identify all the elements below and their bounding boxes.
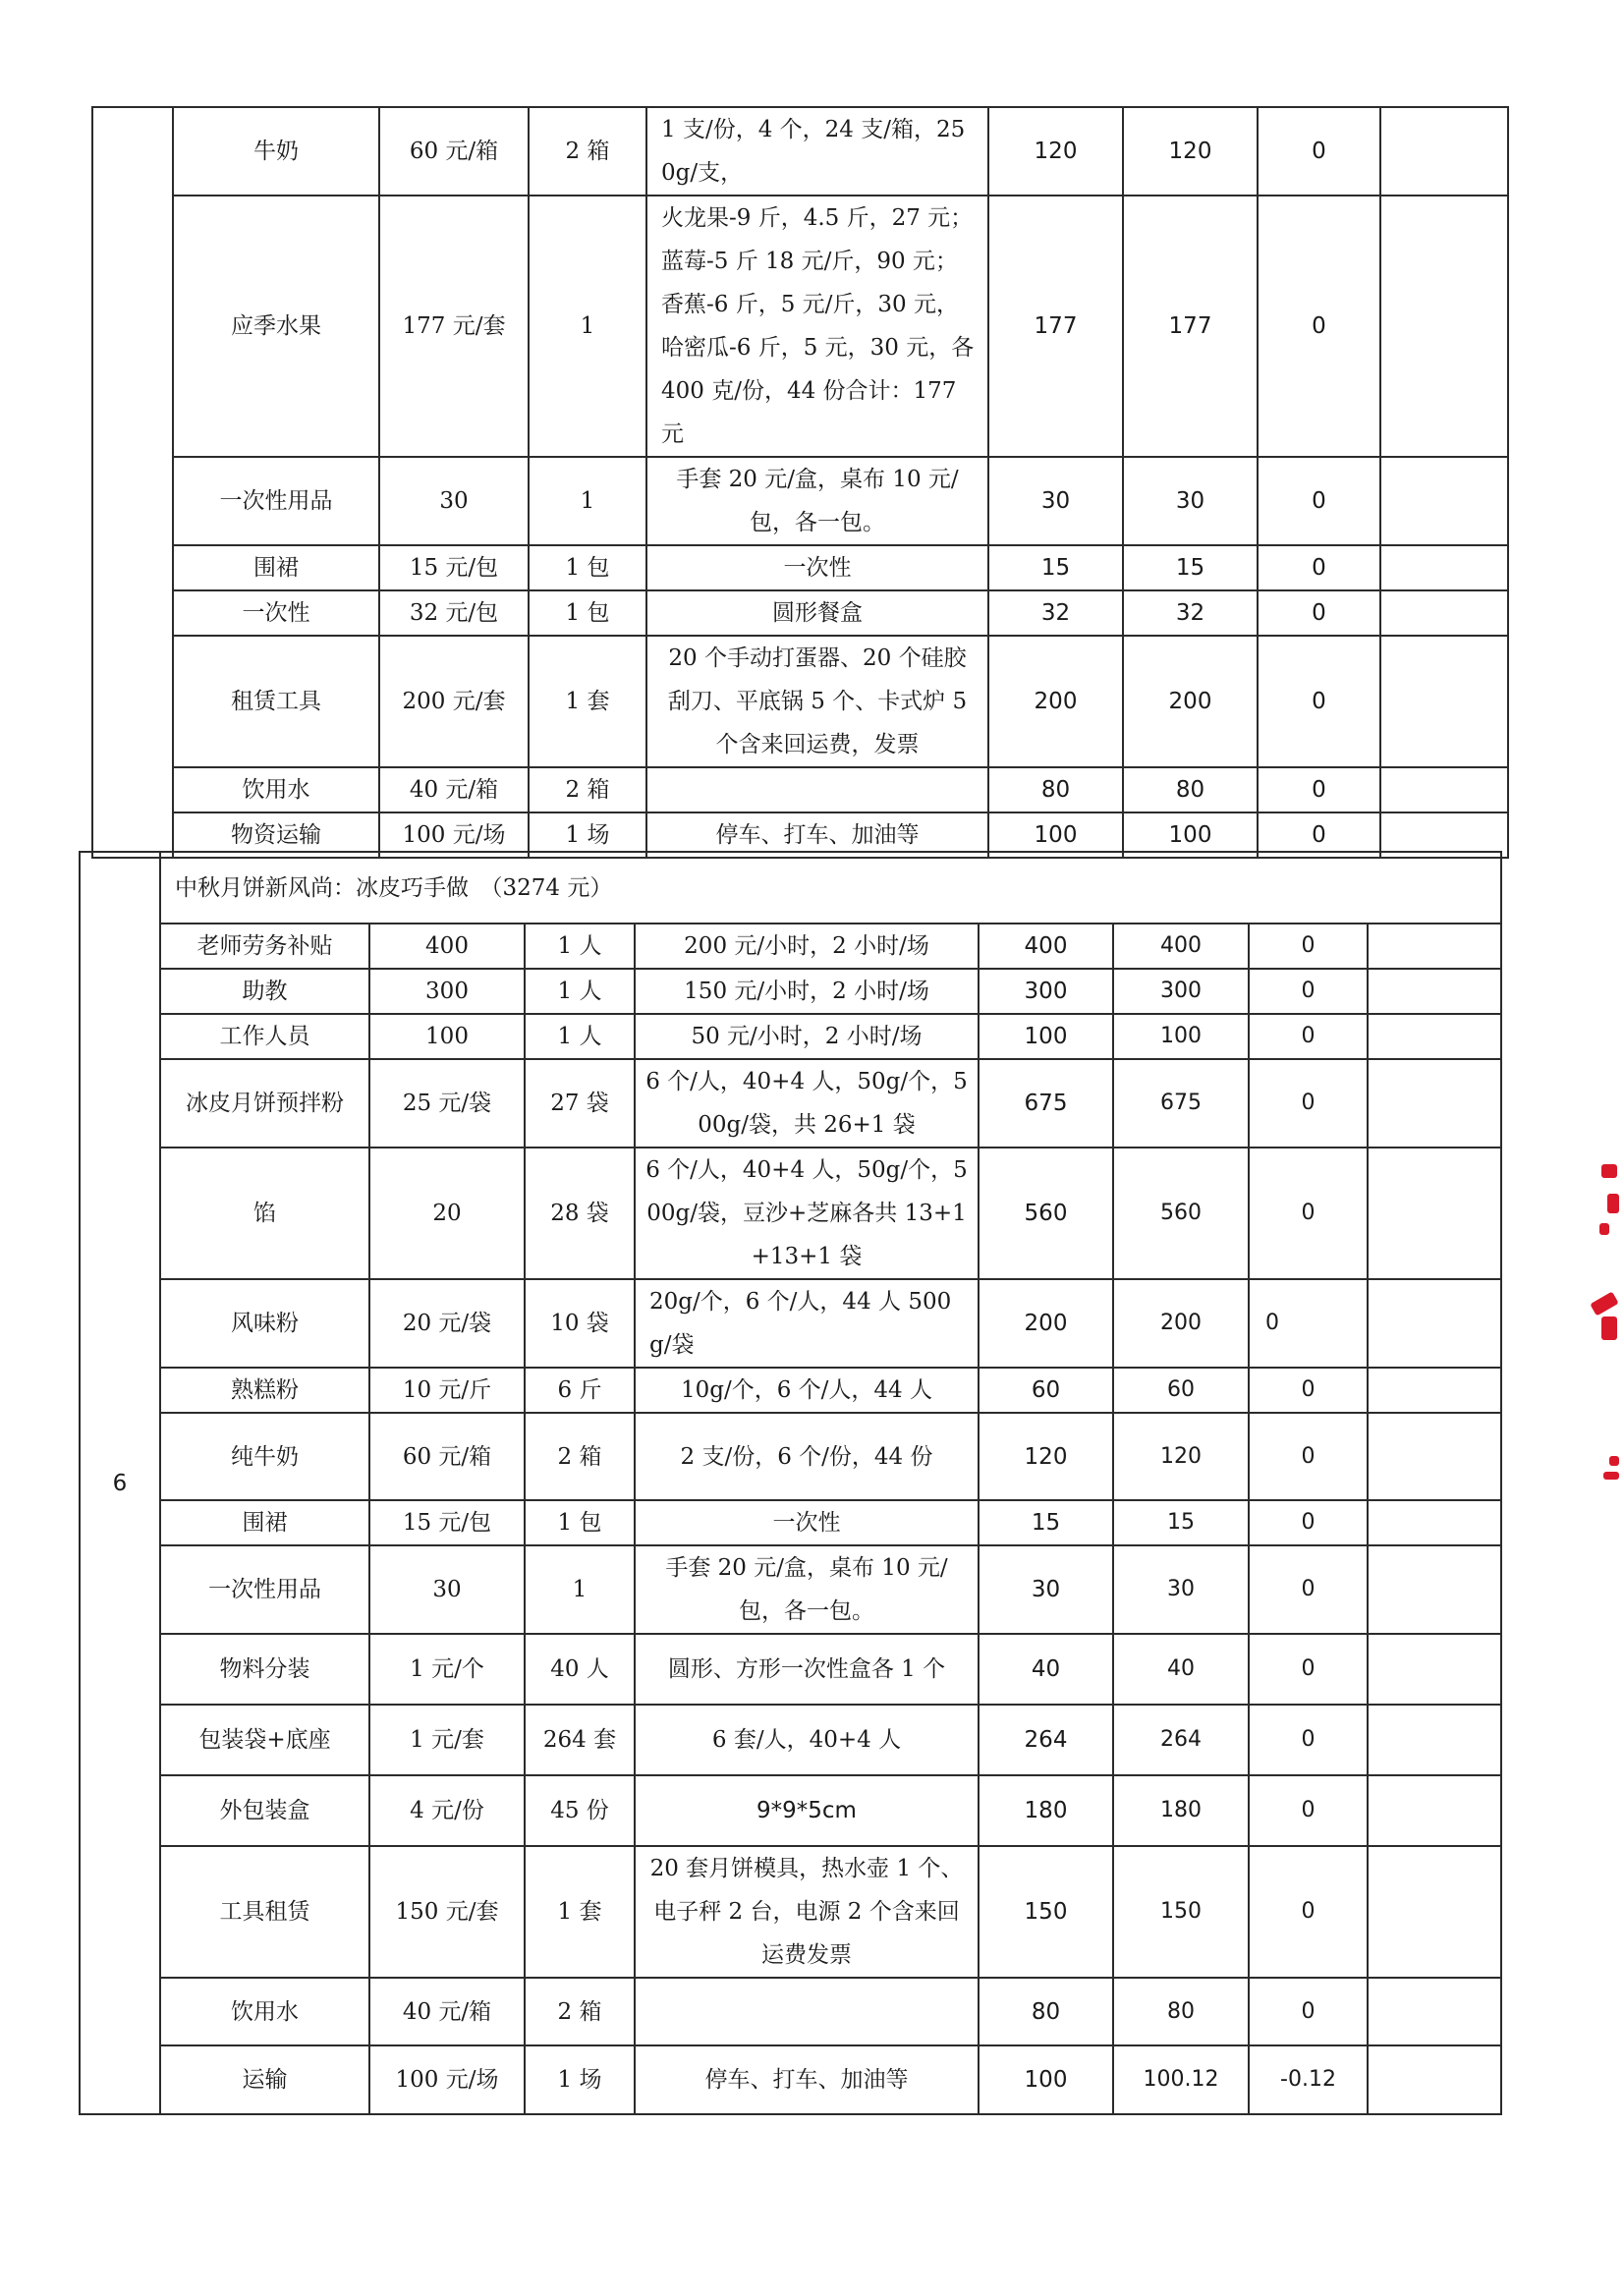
note-cell: 1 支/份，4 个，24 支/箱，250g/支，	[646, 107, 988, 196]
note-cell: 6 套/人，40+4 人	[635, 1705, 979, 1775]
qty-cell: 1	[529, 196, 646, 457]
budget-cell: 15	[979, 1500, 1113, 1545]
actual-cell: 80	[1113, 1978, 1249, 2045]
diff-cell: 0	[1249, 1368, 1368, 1413]
diff-cell: 0	[1249, 1413, 1368, 1500]
item-cell: 工具租赁	[160, 1846, 369, 1978]
diff-cell: 0	[1249, 1634, 1368, 1705]
table-row	[80, 1148, 1501, 1279]
note-cell: 20 套月饼模具，热水壶 1 个、电子秤 2 台，电源 2 个含来回运费发票	[635, 1846, 979, 1978]
actual-cell: 15	[1123, 545, 1258, 590]
qty-cell: 1 包	[525, 1500, 635, 1545]
diff-cell: 0	[1249, 1279, 1368, 1368]
unit-price-cell: 60 元/箱	[369, 1413, 525, 1500]
table-row	[80, 1500, 1501, 1545]
note-cell: 停车、打车、加油等	[635, 2045, 979, 2114]
table-row	[92, 457, 1508, 545]
budget-table-top	[91, 106, 1509, 859]
note-cell: 一次性	[646, 545, 988, 590]
unit-price-cell: 20	[369, 1148, 525, 1279]
item-cell: 租赁工具	[173, 636, 379, 767]
diff-cell: 0	[1258, 590, 1380, 636]
remark-cell	[1368, 1846, 1501, 1978]
budget-cell: 30	[979, 1545, 1113, 1634]
diff-cell: 0	[1249, 1500, 1368, 1545]
budget-cell: 264	[979, 1705, 1113, 1775]
unit-price-cell: 100 元/场	[369, 2045, 525, 2114]
unit-price-cell: 4 元/份	[369, 1775, 525, 1846]
diff-cell: 0	[1258, 545, 1380, 590]
note-cell	[646, 767, 988, 812]
item-cell: 饮用水	[173, 767, 379, 812]
remark-cell	[1368, 1775, 1501, 1846]
table-row	[80, 1014, 1501, 1059]
remark-cell	[1368, 1545, 1501, 1634]
budget-cell: 80	[988, 767, 1123, 812]
qty-cell: 1	[529, 457, 646, 545]
unit-price-cell: 10 元/斤	[369, 1368, 525, 1413]
remark-cell	[1368, 1634, 1501, 1705]
note-cell: 20 个手动打蛋器、20 个硅胶刮刀、平底锅 5 个、卡式炉 5 个含来回运费，发票	[646, 636, 988, 767]
qty-cell: 40 人	[525, 1634, 635, 1705]
budget-cell: 60	[979, 1368, 1113, 1413]
qty-cell: 2 箱	[525, 1413, 635, 1500]
actual-cell: 560	[1113, 1148, 1249, 1279]
item-cell: 工作人员	[160, 1014, 369, 1059]
actual-cell: 264	[1113, 1705, 1249, 1775]
budget-cell: 400	[979, 924, 1113, 969]
unit-price-cell: 15 元/包	[379, 545, 529, 590]
budget-cell: 150	[979, 1846, 1113, 1978]
remark-cell	[1368, 1368, 1501, 1413]
remark-cell	[1380, 767, 1508, 812]
unit-price-cell: 30	[379, 457, 529, 545]
budget-cell: 180	[979, 1775, 1113, 1846]
qty-cell: 1 套	[525, 1846, 635, 1978]
diff-cell: 0	[1249, 1059, 1368, 1148]
qty-cell: 1 人	[525, 969, 635, 1014]
qty-cell: 2 箱	[529, 767, 646, 812]
remark-cell	[1380, 196, 1508, 457]
table-row	[80, 1413, 1501, 1500]
qty-cell: 1 人	[525, 1014, 635, 1059]
seal-mark	[1607, 1194, 1619, 1213]
actual-cell: 675	[1113, 1059, 1249, 1148]
budget-cell: 177	[988, 196, 1123, 457]
diff-cell: 0	[1258, 636, 1380, 767]
actual-cell: 30	[1123, 457, 1258, 545]
table-row	[80, 1978, 1501, 2045]
unit-price-cell: 177 元/套	[379, 196, 529, 457]
budget-cell: 30	[988, 457, 1123, 545]
table-row	[80, 969, 1501, 1014]
table-row	[80, 1705, 1501, 1775]
item-cell: 应季水果	[173, 196, 379, 457]
note-cell: 50 元/小时，2 小时/场	[635, 1014, 979, 1059]
actual-cell: 100	[1123, 812, 1258, 858]
qty-cell: 1 套	[529, 636, 646, 767]
budget-cell: 100	[988, 812, 1123, 858]
actual-cell: 100.12	[1113, 2045, 1249, 2114]
note-cell: 火龙果-9 斤，4.5 斤，27 元；蓝莓-5 斤 18 元/斤，90 元；香蕉-6 斤，5 元/斤，30 元，哈密瓜-6 斤，5 元，30 元，各 400 克/份，44 份合计：177 元	[646, 196, 988, 457]
note-cell: 20g/个，6 个/人，44 人 500g/袋	[635, 1279, 979, 1368]
seal-mark	[1601, 1164, 1617, 1178]
item-cell: 风味粉	[160, 1279, 369, 1368]
item-cell: 包装袋+底座	[160, 1705, 369, 1775]
diff-cell: 0	[1258, 457, 1380, 545]
table-row	[80, 1634, 1501, 1705]
item-cell: 牛奶	[173, 107, 379, 196]
diff-cell: 0	[1249, 1148, 1368, 1279]
unit-price-cell: 32 元/包	[379, 590, 529, 636]
diff-cell: 0	[1258, 196, 1380, 457]
table-row	[80, 1775, 1501, 1846]
actual-cell: 150	[1113, 1846, 1249, 1978]
remark-cell	[1368, 1059, 1501, 1148]
unit-price-cell: 1 元/套	[369, 1705, 525, 1775]
qty-cell: 1 包	[529, 590, 646, 636]
note-cell: 200 元/小时，2 小时/场	[635, 924, 979, 969]
remark-cell	[1380, 590, 1508, 636]
unit-price-cell: 60 元/箱	[379, 107, 529, 196]
budget-cell: 200	[979, 1279, 1113, 1368]
qty-cell: 28 袋	[525, 1148, 635, 1279]
item-cell: 饮用水	[160, 1978, 369, 2045]
diff-cell: 0	[1249, 1846, 1368, 1978]
remark-cell	[1368, 1279, 1501, 1368]
item-cell: 馅	[160, 1148, 369, 1279]
unit-price-cell: 40 元/箱	[379, 767, 529, 812]
seal-mark	[1590, 1291, 1619, 1316]
table-row	[80, 1846, 1501, 1978]
diff-cell: 0	[1249, 1705, 1368, 1775]
table-row	[92, 636, 1508, 767]
table-row	[80, 1059, 1501, 1148]
unit-price-cell: 1 元/个	[369, 1634, 525, 1705]
remark-cell	[1368, 1014, 1501, 1059]
item-cell: 纯牛奶	[160, 1413, 369, 1500]
item-cell: 一次性用品	[160, 1545, 369, 1634]
unit-price-cell: 100	[369, 1014, 525, 1059]
qty-cell: 45 份	[525, 1775, 635, 1846]
note-cell: 9*9*5cm	[635, 1775, 979, 1846]
unit-price-cell: 300	[369, 969, 525, 1014]
table-row	[92, 545, 1508, 590]
actual-cell: 120	[1123, 107, 1258, 196]
budget-cell: 120	[979, 1413, 1113, 1500]
qty-cell: 1 场	[529, 812, 646, 858]
qty-cell: 2 箱	[529, 107, 646, 196]
unit-price-cell: 30	[369, 1545, 525, 1634]
budget-cell: 100	[979, 2045, 1113, 2114]
item-cell: 冰皮月饼预拌粉	[160, 1059, 369, 1148]
note-cell: 6 个/人，40+4 人，50g/个，500g/袋，共 26+1 袋	[635, 1059, 979, 1148]
index-cell	[92, 107, 173, 858]
qty-cell: 1 场	[525, 2045, 635, 2114]
remark-cell	[1368, 1413, 1501, 1500]
budget-cell: 300	[979, 969, 1113, 1014]
item-cell: 围裙	[160, 1500, 369, 1545]
budget-cell: 100	[979, 1014, 1113, 1059]
actual-cell: 100	[1113, 1014, 1249, 1059]
remark-cell	[1368, 1705, 1501, 1775]
item-cell: 外包装盒	[160, 1775, 369, 1846]
diff-cell: 0	[1258, 767, 1380, 812]
diff-cell: 0	[1258, 107, 1380, 196]
item-cell: 物料分装	[160, 1634, 369, 1705]
qty-cell: 1 人	[525, 924, 635, 969]
table-row	[92, 767, 1508, 812]
table-row	[80, 2045, 1501, 2114]
diff-cell: 0	[1249, 1545, 1368, 1634]
remark-cell	[1368, 969, 1501, 1014]
note-cell: 150 元/小时，2 小时/场	[635, 969, 979, 1014]
actual-cell: 180	[1113, 1775, 1249, 1846]
item-cell: 助教	[160, 969, 369, 1014]
qty-cell: 264 套	[525, 1705, 635, 1775]
item-cell: 熟糕粉	[160, 1368, 369, 1413]
seal-mark	[1599, 1223, 1609, 1235]
budget-cell: 15	[988, 545, 1123, 590]
item-cell: 一次性用品	[173, 457, 379, 545]
budget-cell: 32	[988, 590, 1123, 636]
note-cell: 手套 20 元/盒，桌布 10 元/包，各一包。	[646, 457, 988, 545]
diff-cell: 0	[1249, 1978, 1368, 2045]
unit-price-cell: 25 元/袋	[369, 1059, 525, 1148]
table-row	[80, 1279, 1501, 1368]
actual-cell: 30	[1113, 1545, 1249, 1634]
seal-mark	[1601, 1316, 1617, 1340]
budget-table-section-6	[79, 851, 1502, 2115]
note-cell: 2 支/份，6 个/份，44 份	[635, 1413, 979, 1500]
diff-cell: 0	[1249, 969, 1368, 1014]
item-cell: 物资运输	[173, 812, 379, 858]
item-cell: 围裙	[173, 545, 379, 590]
note-cell: 停车、打车、加油等	[646, 812, 988, 858]
actual-cell: 120	[1113, 1413, 1249, 1500]
unit-price-cell: 150 元/套	[369, 1846, 525, 1978]
qty-cell: 2 箱	[525, 1978, 635, 2045]
actual-cell: 15	[1113, 1500, 1249, 1545]
note-cell: 圆形、方形一次性盒各 1 个	[635, 1634, 979, 1705]
qty-cell: 1 包	[529, 545, 646, 590]
item-cell: 运输	[160, 2045, 369, 2114]
actual-cell: 32	[1123, 590, 1258, 636]
remark-cell	[1380, 545, 1508, 590]
budget-cell: 40	[979, 1634, 1113, 1705]
actual-cell: 200	[1113, 1279, 1249, 1368]
diff-cell: 0	[1249, 924, 1368, 969]
actual-cell: 300	[1113, 969, 1249, 1014]
budget-cell: 120	[988, 107, 1123, 196]
remark-cell	[1368, 2045, 1501, 2114]
table-row	[92, 590, 1508, 636]
budget-cell: 80	[979, 1978, 1113, 2045]
budget-cell: 200	[988, 636, 1123, 767]
section-title: 中秋月饼新风尚：冰皮巧手做 （3274 元）	[160, 852, 1501, 924]
actual-cell: 60	[1113, 1368, 1249, 1413]
seal-mark	[1603, 1472, 1619, 1480]
budget-cell: 560	[979, 1148, 1113, 1279]
remark-cell	[1380, 457, 1508, 545]
seal-mark	[1609, 1456, 1619, 1466]
actual-cell: 200	[1123, 636, 1258, 767]
unit-price-cell: 20 元/袋	[369, 1279, 525, 1368]
qty-cell: 27 袋	[525, 1059, 635, 1148]
qty-cell: 1	[525, 1545, 635, 1634]
qty-cell: 10 袋	[525, 1279, 635, 1368]
actual-cell: 40	[1113, 1634, 1249, 1705]
actual-cell: 400	[1113, 924, 1249, 969]
remark-cell	[1368, 1978, 1501, 2045]
remark-cell	[1380, 636, 1508, 767]
section-title-row	[80, 852, 1501, 924]
unit-price-cell: 40 元/箱	[369, 1978, 525, 2045]
table-row	[80, 1545, 1501, 1634]
note-cell: 圆形餐盒	[646, 590, 988, 636]
diff-cell: 0	[1249, 1014, 1368, 1059]
table-row	[92, 107, 1508, 196]
note-cell: 6 个/人，40+4 人，50g/个，500g/袋，豆沙+芝麻各共 13+1+13+1 袋	[635, 1148, 979, 1279]
diff-cell: 0	[1249, 1775, 1368, 1846]
diff-cell: 0	[1258, 812, 1380, 858]
budget-cell: 675	[979, 1059, 1113, 1148]
unit-price-cell: 15 元/包	[369, 1500, 525, 1545]
unit-price-cell: 200 元/套	[379, 636, 529, 767]
note-cell: 手套 20 元/盒，桌布 10 元/包，各一包。	[635, 1545, 979, 1634]
note-cell	[635, 1978, 979, 2045]
index-cell: 6	[80, 852, 160, 2114]
qty-cell: 6 斤	[525, 1368, 635, 1413]
table-row	[92, 196, 1508, 457]
note-cell: 一次性	[635, 1500, 979, 1545]
item-cell: 一次性	[173, 590, 379, 636]
remark-cell	[1368, 924, 1501, 969]
actual-cell: 177	[1123, 196, 1258, 457]
remark-cell	[1368, 1148, 1501, 1279]
unit-price-cell: 400	[369, 924, 525, 969]
actual-cell: 80	[1123, 767, 1258, 812]
remark-cell	[1380, 107, 1508, 196]
table-row	[80, 1368, 1501, 1413]
diff-cell: -0.12	[1249, 2045, 1368, 2114]
table-row	[80, 924, 1501, 969]
item-cell: 老师劳务补贴	[160, 924, 369, 969]
remark-cell	[1368, 1500, 1501, 1545]
unit-price-cell: 100 元/场	[379, 812, 529, 858]
note-cell: 10g/个，6 个/人，44 人	[635, 1368, 979, 1413]
